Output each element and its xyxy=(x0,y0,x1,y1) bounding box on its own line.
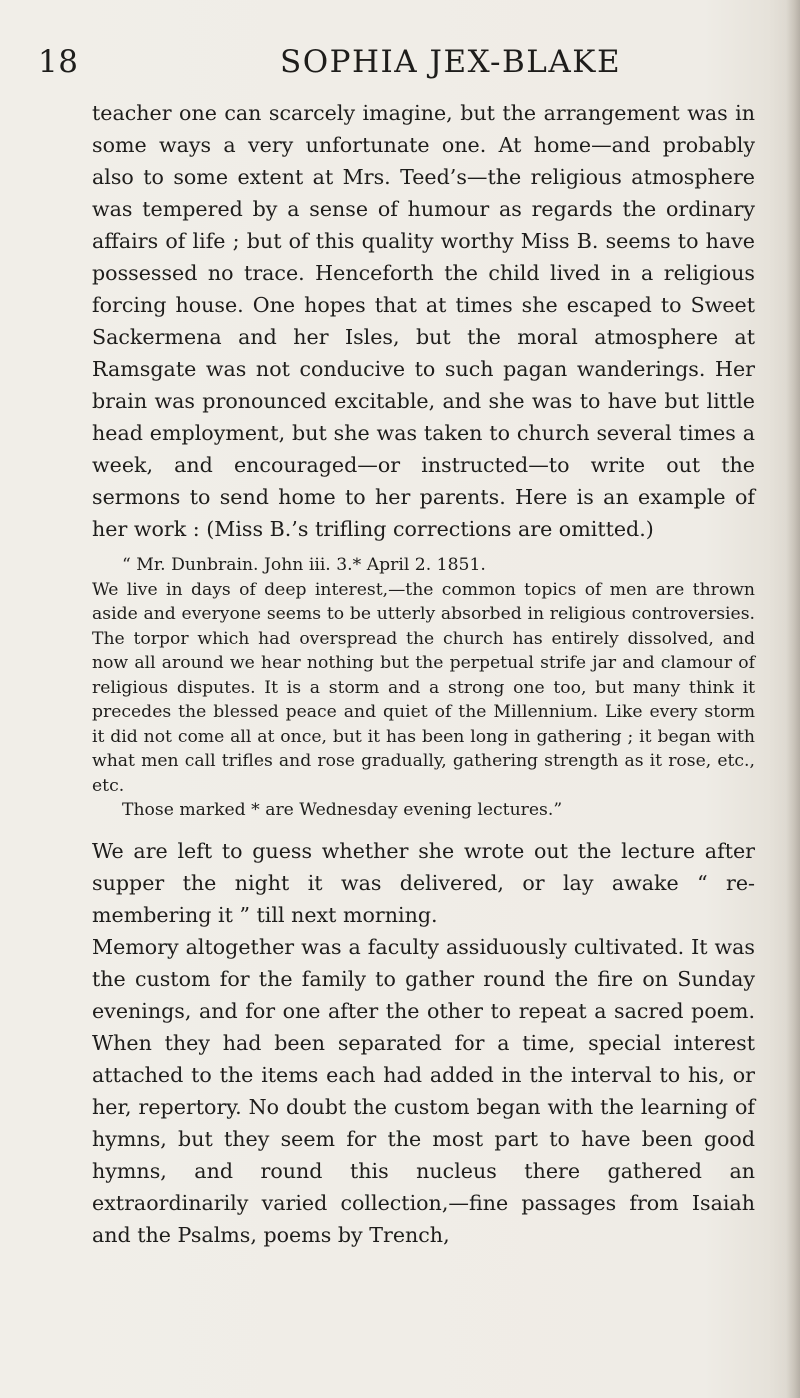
running-head: SOPHIA JEX-BLAKE xyxy=(280,44,622,80)
quote-body: We live in days of deep interest,—the common topics of men are thrown aside and everyone seems to be utterly absorbed in religious controversies. The torpor which had overspread the church has entirely dissolved, and now all around we hear nothing but the perpetual strife jar and clamour of religious disputes. It is a storm and a strong one too, but many think it precedes the blessed peace and quiet of the Millennium. Like every storm it did not come all at once, but it has been long in gathering ; it began with what men call trifles and rose gradually, gathering strength as it rose, etc., etc. xyxy=(92,579,755,796)
page-body xyxy=(92,97,755,1251)
page-edge-shadow xyxy=(786,0,800,1398)
body-paragraph-2: We are left to guess whether she wrote out the lecture after supper the night it was delivered, or lay awake “ re-membering it ” till next morning. xyxy=(92,838,755,927)
body-paragraph-3: Memory altogether was a faculty assiduously cultivated. It was the custom for the family to gather round the fire on Sunday evenings, and for one after the other to repeat a sacred poem. When they had been separated for a time, special interest attached to the items each had added in the interval to his, or her, repertory. No doubt the custom began with the learning of hymns, but they seem for the most part to have been good hymns, and round this nucleus there gathered an extraordinarily varied collection,—fine passages from Isaiah and the Psalms, poems by Trench, xyxy=(92,934,755,1247)
quote-footnote: Those marked * are Wednesday evening lectures.” xyxy=(122,800,563,820)
page-header xyxy=(0,44,800,84)
quote-heading: “ Mr. Dunbrain. John iii. 3.* April 2. 1851. xyxy=(122,555,486,575)
sermon-quote xyxy=(92,553,755,823)
page-number: 18 xyxy=(38,44,79,80)
body-paragraph-1: teacher one can scarcely imagine, but the arrangement was in some ways a very unfortunate one. At home—and probably also to some extent at Mrs. Teed’s—the religious atmosphere was tempered by a sense of humour as regards the ordinary affairs of life ; but of this quality worthy Miss B. seems to have possessed no trace. Henceforth the child lived in a religious forcing house. One hopes that at times she escaped to Sweet Sackermena and her Isles, but the moral atmosphere at Ramsgate was not conducive to such pagan wanderings. Her brain was pronounced excitable, and she was to have but little head employment, but she was taken to church several times a week, and encouraged—or instructed—to write out the sermons to send home to her parents. Here is an example of her work : (Miss B.’s trifling corrections are omitted.) xyxy=(92,101,755,541)
